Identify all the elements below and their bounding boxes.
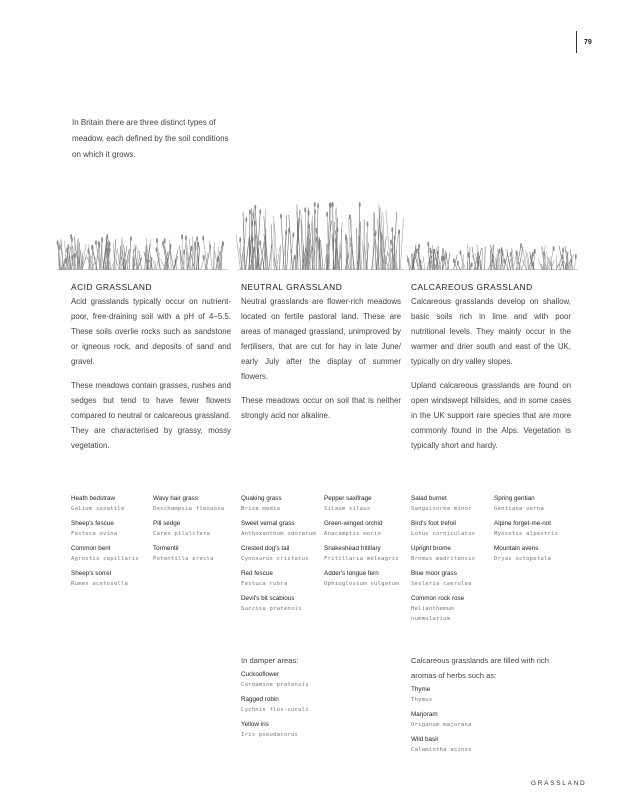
plant-entry [153, 544, 233, 564]
plant-common-name: Wild basil [411, 736, 438, 743]
plant-common-name: Tormentil [153, 545, 179, 552]
plant-entry [494, 519, 574, 539]
plant-entry [411, 494, 491, 514]
plant-entry [241, 594, 321, 614]
plant-latin-name: Gentiana verna [494, 506, 544, 512]
plant-entry [241, 720, 406, 740]
plant-list [153, 494, 233, 569]
plant-latin-name: Bromus madritensis [411, 556, 476, 562]
plant-entry [241, 569, 321, 589]
damper-areas-heading: In damper areas: [241, 656, 299, 665]
plant-common-name: Adder's tongue fern [324, 570, 379, 577]
plant-entry [411, 735, 576, 755]
plant-common-name: Crested dog's tail [241, 545, 290, 552]
plant-common-name: Common rock rose [411, 595, 465, 602]
plant-latin-name: Potentilla erecta [153, 556, 214, 562]
plant-entry [411, 685, 576, 705]
acid-paragraph: These meadows contain grasses, rushes and sedges but tend to have fewer flowers compared to neutral or calcareous grassland. They are characterised by grassy, mossy vegetation. [71, 381, 231, 450]
plant-entry [241, 670, 406, 690]
plant-entry [241, 494, 321, 514]
neutral-paragraph: These meadows occur on soil that is neither strongly acid nor alkaline. [241, 396, 401, 420]
neutral-grassland-heading: NEUTRAL GRASSLAND [241, 282, 343, 292]
plant-latin-name: Briza media [241, 506, 281, 512]
plant-common-name: Yellow iris [241, 721, 269, 728]
plant-entry [241, 519, 321, 539]
calcareous-grassland-illustration [405, 228, 580, 270]
plant-latin-name: Dryas octopetala [494, 556, 552, 562]
plant-common-name: Devil's bit scabious [241, 595, 295, 602]
plant-latin-name: Succisa pratensis [241, 606, 302, 612]
plant-latin-name: Fritillaria meleagris [324, 556, 399, 562]
plant-entry [411, 710, 576, 730]
plant-latin-name: Lychnis flos-cuculi [241, 707, 309, 713]
plant-common-name: Heath bedstraw [71, 495, 116, 502]
plant-entry [153, 494, 233, 514]
plant-list [494, 494, 574, 569]
calcareous-grassland-heading: CALCAREOUS GRASSLAND [411, 282, 533, 292]
calcareous-paragraph: Calcareous grasslands develop on shallow, basic soils rich in lime and with poor nutritional levels. They mainly occur in the warmer and drier south and east of the UK, typically on dry valley slopes. [411, 297, 571, 366]
neutral-grassland-illustration [236, 198, 406, 270]
neutral-grassland-section [241, 281, 401, 432]
plant-entry [71, 519, 151, 539]
acid-grassland-illustration [55, 220, 230, 270]
plant-entry [324, 519, 404, 539]
plant-entry [411, 519, 491, 539]
plant-latin-name: Galium saxatile [71, 506, 125, 512]
page-number: 79 [584, 39, 592, 46]
plant-common-name: Red fescue [241, 570, 273, 577]
damper-areas-section [241, 653, 406, 745]
plant-common-name: Bird's foot trefoil [411, 520, 456, 527]
plant-latin-name: Festuca rubra [241, 581, 288, 587]
plant-latin-name: Origanum majorana [411, 722, 472, 728]
plant-entry [411, 544, 491, 564]
plant-common-name: Alpine forget-me-not [494, 520, 552, 527]
plant-latin-name: Helianthemum nummularium [411, 606, 454, 622]
plant-entry [71, 569, 151, 589]
plant-list [411, 494, 491, 629]
footer-section-label: GRASSLAND [531, 780, 587, 787]
plant-common-name: Marjoram [411, 711, 438, 718]
intro-text: In Britain there are three distinct types of meadow, each defined by the soil conditions on which it grows. [72, 118, 229, 159]
plant-list [241, 670, 406, 740]
plant-common-name: Wavy hair grass [153, 495, 198, 502]
plant-entry [241, 544, 321, 564]
plant-latin-name: Silaum silaus [324, 506, 371, 512]
plant-entry [324, 569, 404, 589]
plant-latin-name: Agrostis capillaris [71, 556, 139, 562]
plant-entry [324, 544, 404, 564]
plant-latin-name: Myosotis alpestris [494, 531, 559, 537]
plant-common-name: Cuckooflower [241, 671, 280, 678]
plant-latin-name: Anthoxanthum odoratum [241, 531, 316, 537]
plant-entry [324, 494, 404, 514]
plant-latin-name: Iris pseudacorus [241, 732, 299, 738]
plant-latin-name: Anacamptis morio [324, 531, 382, 537]
plant-common-name: Snakeshead fritillary [324, 545, 381, 552]
plant-common-name: Pill sedge [153, 520, 181, 527]
plant-latin-name: Cardamine pratensis [241, 682, 309, 688]
plant-common-name: Sheep's sorrel [71, 570, 112, 577]
plant-list [71, 494, 151, 594]
plant-latin-name: Carex pilulifera [153, 531, 211, 537]
acid-paragraph: Acid grasslands typically occur on nutrient-poor, free-draining soil with a pH of 4–5.5. These soils overlie rocks such as sandstone or igneous rock, and deposits of sand and gravel. [71, 297, 231, 366]
herbs-heading: Calcareous grasslands are filled with rich aromas of herbs such as: [411, 656, 550, 680]
plant-list [411, 685, 576, 755]
plant-latin-name: Ophioglossum vulgatum [324, 581, 399, 587]
plant-entry [241, 695, 406, 715]
plant-common-name: Blue moor grass [411, 570, 457, 577]
plant-latin-name: Sanguisorba minor [411, 506, 472, 512]
plant-entry [153, 519, 233, 539]
calcareous-grassland-section [411, 281, 571, 462]
plant-common-name: Sweet vernal grass [241, 520, 295, 527]
plant-entry [71, 494, 151, 514]
page-number-rule [576, 31, 577, 53]
plant-latin-name: Lotus corniculatus [411, 531, 476, 537]
neutral-paragraph: Neutral grasslands are flower-rich meadows located on fertile pastoral land. These are areas of managed grassland, unimproved by fertilisers, that are cut for hay in late June/ early July after the display of summer flowers. [241, 297, 401, 381]
plant-latin-name: Calamintha acinos [411, 747, 472, 753]
plant-latin-name: Cynosurus cristatus [241, 556, 309, 562]
plant-common-name: Common bent [71, 545, 111, 552]
plant-common-name: Ragged robin [241, 696, 279, 703]
plant-entry [411, 569, 491, 589]
plant-common-name: Upright brome [411, 545, 451, 552]
plant-latin-name: Rumex acetosella [71, 581, 129, 587]
plant-latin-name: Thymus [411, 697, 433, 703]
plant-latin-name: Festuca ovina [71, 531, 118, 537]
plant-list [324, 494, 404, 594]
plant-list [241, 494, 321, 619]
plant-latin-name: Deschampsia flexuosa [153, 506, 225, 512]
plant-common-name: Mountain avens [494, 545, 539, 552]
plant-common-name: Salad burnet [411, 495, 447, 502]
calcareous-paragraph: Upland calcareous grasslands are found on open windswept hillsides, and in some cases in the UK support rare species that are more commonly found in the Alps. Vegetation is typically short and hardy. [411, 381, 571, 450]
acid-grassland-heading: ACID GRASSLAND [71, 282, 152, 292]
plant-common-name: Spring gentian [494, 495, 535, 502]
acid-grassland-section [71, 281, 231, 462]
plant-entry [71, 544, 151, 564]
plant-latin-name: Sesleria caerulea [411, 581, 472, 587]
plant-entry [494, 494, 574, 514]
plant-common-name: Pepper saxifrage [324, 495, 372, 502]
plant-entry [494, 544, 574, 564]
herbs-section [411, 653, 576, 760]
plant-entry [411, 594, 491, 624]
plant-common-name: Thyme [411, 686, 431, 693]
plant-common-name: Quaking grass [241, 495, 282, 502]
plant-common-name: Green-winged orchid [324, 520, 383, 527]
plant-common-name: Sheep's fescue [71, 520, 114, 527]
